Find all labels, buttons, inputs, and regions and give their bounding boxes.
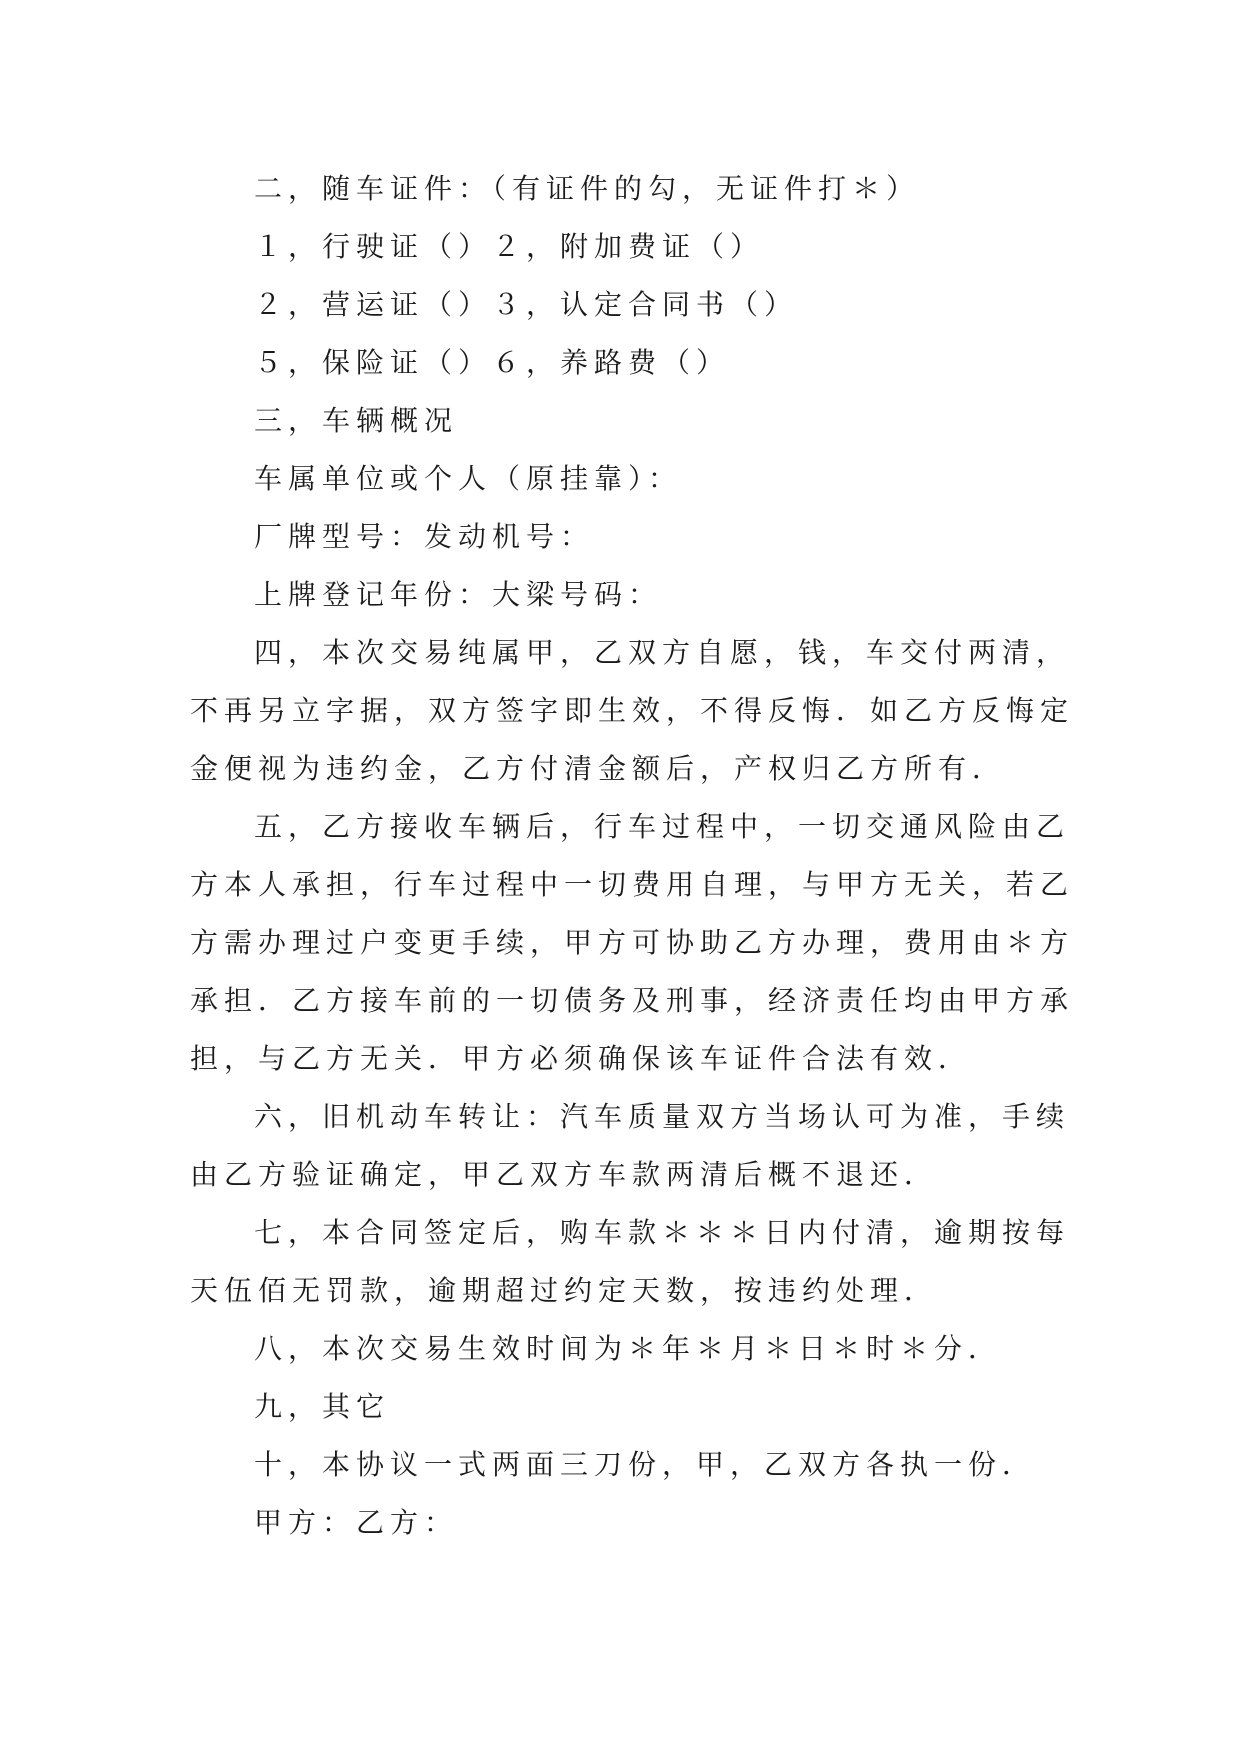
document-line: ２，营运证（）３，认定合同书（） — [254, 288, 799, 321]
document-body — [190, 160, 1075, 1552]
section-7-paragraph — [190, 1204, 1071, 1320]
document-line: 车属单位或个人（原挂靠）： — [254, 462, 683, 495]
paragraph-row: 担，与乙方无关．甲方必须确保该车证件合法有效． — [190, 1042, 973, 1075]
section-2-heading: 二，随车证件：（有证件的勾，无证件打＊） — [254, 172, 921, 205]
paragraph-row: 五，乙方接收车辆后，行车过程中，一切交通风险由乙 — [254, 810, 1071, 843]
section-5-paragraph — [190, 798, 1075, 1088]
paragraph-row: 天伍佰无罚款，逾期超过约定天数，按违约处理． — [190, 1274, 939, 1307]
paragraph-row: 金便视为违约金，乙方付清金额后，产权归乙方所有． — [190, 752, 1007, 785]
paragraph-row: 由乙方验证确定，甲乙双方车款两清后概不退还． — [190, 1158, 939, 1191]
document-line: 厂牌型号：发动机号： — [254, 520, 595, 553]
paragraph-row: 四，本次交易纯属甲，乙双方自愿，钱，车交付两清， — [254, 636, 1071, 669]
section-4-paragraph — [190, 624, 1075, 798]
paragraph-row: 六，旧机动车转让：汽车质量双方当场认可为准，手续 — [254, 1100, 1071, 1133]
document-line: 上牌登记年份：大梁号码： — [254, 578, 663, 611]
document-line: ５，保险证（）６，养路费（） — [254, 346, 731, 379]
section-6-paragraph — [190, 1088, 1071, 1204]
paragraph-row: 七，本合同签定后，购车款＊＊＊日内付清，逾期按每 — [254, 1216, 1071, 1249]
section-8-line: 八，本次交易生效时间为＊年＊月＊日＊时＊分． — [254, 1332, 1003, 1365]
section-10-line: 十，本协议一式两面三刀份，甲，乙双方各执一份． — [254, 1448, 1037, 1481]
paragraph-row: 方本人承担，行车过程中一切费用自理，与甲方无关，若乙 — [190, 868, 1075, 901]
section-9-line: 九，其它 — [254, 1390, 391, 1423]
paragraph-row: 方需办理过户变更手续，甲方可协助乙方办理，费用由＊方 — [190, 926, 1075, 959]
paragraph-row: 承担．乙方接车前的一切债务及刑事，经济责任均由甲方承 — [190, 984, 1075, 1017]
section-3-heading: 三，车辆概况 — [254, 404, 459, 437]
paragraph-row: 不再另立字据，双方签字即生效，不得反悔．如乙方反悔定 — [190, 694, 1075, 727]
signature-line: 甲方：乙方： — [254, 1506, 459, 1539]
document-line: １，行驶证（）２，附加费证（） — [254, 230, 765, 263]
